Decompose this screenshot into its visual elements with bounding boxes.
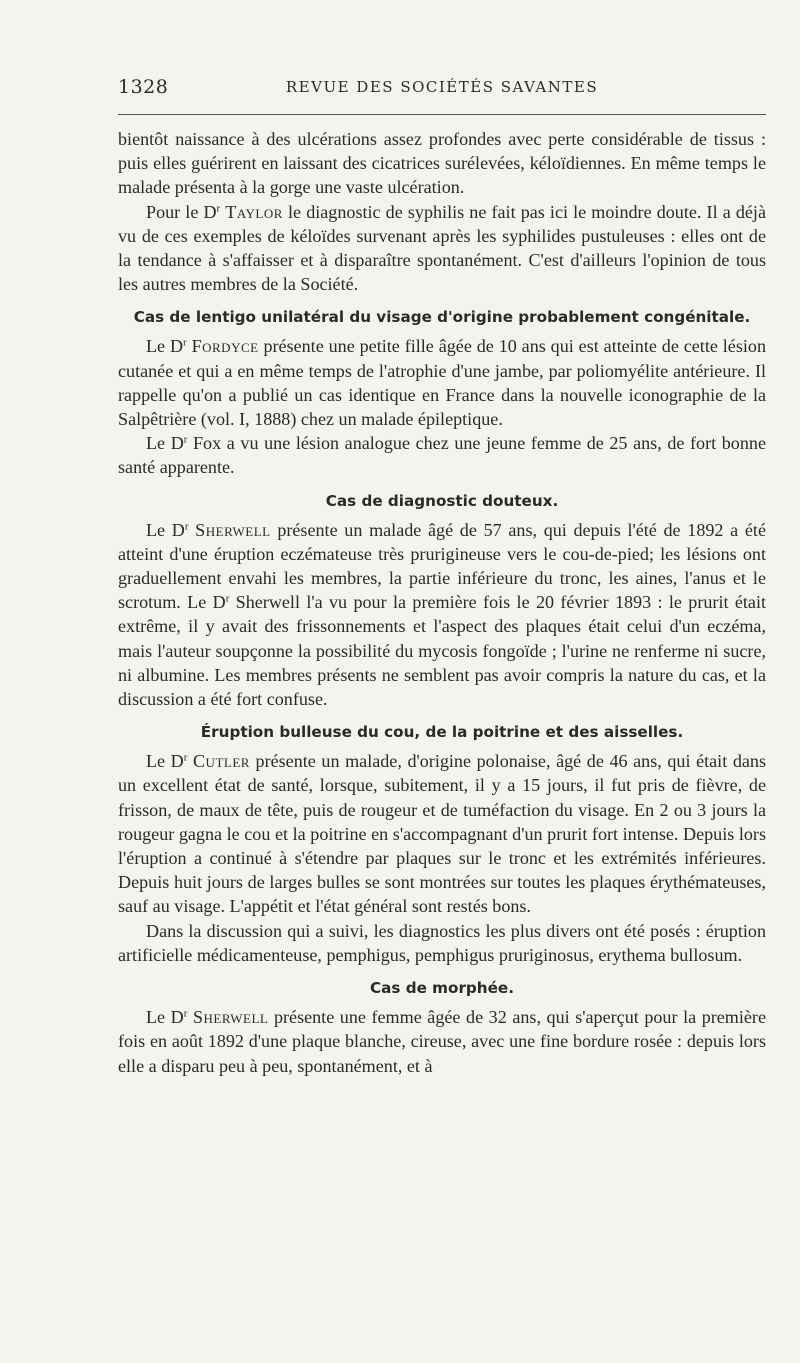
paragraph <box>118 518 766 712</box>
paragraph <box>118 919 766 967</box>
paragraph <box>118 431 766 479</box>
superscript: r <box>183 1007 188 1020</box>
text: Le D <box>146 433 184 454</box>
header-rule <box>118 114 766 115</box>
section-heading-bulleuse: Éruption bulleuse du cou, de la poitrine et des aisselles. <box>200 723 684 742</box>
section-heading-douteux: Cas de diagnostic douteux. <box>325 491 559 510</box>
superscript: r <box>225 592 230 605</box>
running-title: REVUE DES SOCIÉTÉS SAVANTES <box>285 78 599 96</box>
superscript: r <box>183 751 188 764</box>
text: présente une petite fille âgée de 10 ans qui est atteinte de cette lésion cutanée et qui a en même temps de l'atrophie d'une jambe, par poliomyélite antérieure. Il rappelle qu'on a publié un cas identique en France dans la nouvelle iconographie de la Salpêtrière (vol. I, 1888) chez un malade épileptique. <box>118 336 766 430</box>
section-heading-lentigo: Cas de lentigo unilatéral du visage d'origine probablement congénitale. <box>133 308 751 327</box>
text: Pour le D <box>146 201 217 222</box>
author-name: Fordyce <box>191 336 259 357</box>
author-name: Cutler <box>192 751 250 772</box>
paragraph-text: bientôt naissance à des ulcérations assez profondes avec perte considérable de tissus : puis elles guérirent en laissant des cicatrices surélevées, kéloïdiennes. En même temps le malade présenta à la gorge une vaste ulcération. <box>118 129 766 198</box>
text: présente une femme âgée de 32 ans, qui s'aperçut pour la première fois en août 1892 d'une plaque blanche, cireuse, avec une fine bordure rosée : depuis lors elle a disparu peu à peu, spontanément, et à <box>118 1007 766 1076</box>
superscript: r <box>216 202 221 215</box>
author-name: Sherwell <box>192 1007 269 1028</box>
text: Le D <box>146 1007 184 1028</box>
paragraph <box>118 749 766 918</box>
superscript: r <box>184 520 189 533</box>
author-name: Taylor <box>225 201 283 222</box>
text: présente un malade âgé de 57 ans, qui depuis l'été de 1892 a été atteint d'une éruption eczémateuse très prurigineuse vers le cou-de-pied; les lésions ont graduellement envahi les membres, la partie inférieure du tronc, les aines, l'anus et le scrotum. Le D <box>118 519 766 613</box>
superscript: r <box>183 336 187 349</box>
text: Sherwell l'a vu pour la première fois le 20 février 1893 : le prurit était extrême, il y avait des frissonnements et l'aspect des plaques était celui d'un eczéma, mais l'auteur soupçonne la possibilité du mycosis fongoïde ; l'urine ne renferme ni sucre, ni albumine. Les membres présents ne semblent pas avoir compris la nature du cas, et la discussion a été fort confuse. <box>118 592 767 710</box>
text: Le D <box>146 336 184 357</box>
paragraph <box>118 200 766 297</box>
page-header <box>118 76 766 106</box>
text: présente un malade, d'origine polonaise, âgé de 46 ans, qui était dans un excellent état de santé, lorsque, subitement, il y a 15 jours, il fut pris de fièvre, de frisson, de maux de tête, puis de rougeur et de tuméfaction du visage. En 2 ou 3 jours la rougeur gagna le cou et la poitrine en s'accompagnant d'un prurit fort intense. Depuis lors l'éruption a continué à s'étendre par plaques sur le tronc et les extrémités inférieures. Depuis huit jours de larges bulles se sont montrées sur toutes les plaques érythémateuses, sauf au visage. L'appétit et l'état général sont restés bons. <box>118 751 766 917</box>
paragraph <box>118 1005 766 1078</box>
article-body <box>118 127 766 1078</box>
text: Le D <box>146 519 185 540</box>
page-number: 1328 <box>118 76 169 98</box>
paragraph <box>118 127 766 200</box>
text: Le D <box>146 751 184 772</box>
text: Fox a vu une lésion analogue chez une jeune femme de 25 ans, de fort bonne santé apparente. <box>118 433 766 478</box>
text: le diagnostic de syphilis ne fait pas ici le moindre doute. Il a déjà vu de ces exemples de kéloïdes survenant après les syphilides pustuleuses : elles ont de la tendance à s'affaisser et à disparaître spontanément. C'est d'ailleurs l'opinion de tous les autres membres de la Société. <box>118 201 766 295</box>
text: Dans la discussion qui a suivi, les diagnostics les plus divers ont été posés : éruption artificielle médicamenteuse, pemphigus, pemphigus pruriginosus, erythema bullosum. <box>118 920 766 965</box>
author-name: Sherwell <box>195 519 271 540</box>
paragraph <box>118 334 766 431</box>
section-heading-morphee: Cas de morphée. <box>370 979 514 998</box>
superscript: r <box>183 433 188 446</box>
